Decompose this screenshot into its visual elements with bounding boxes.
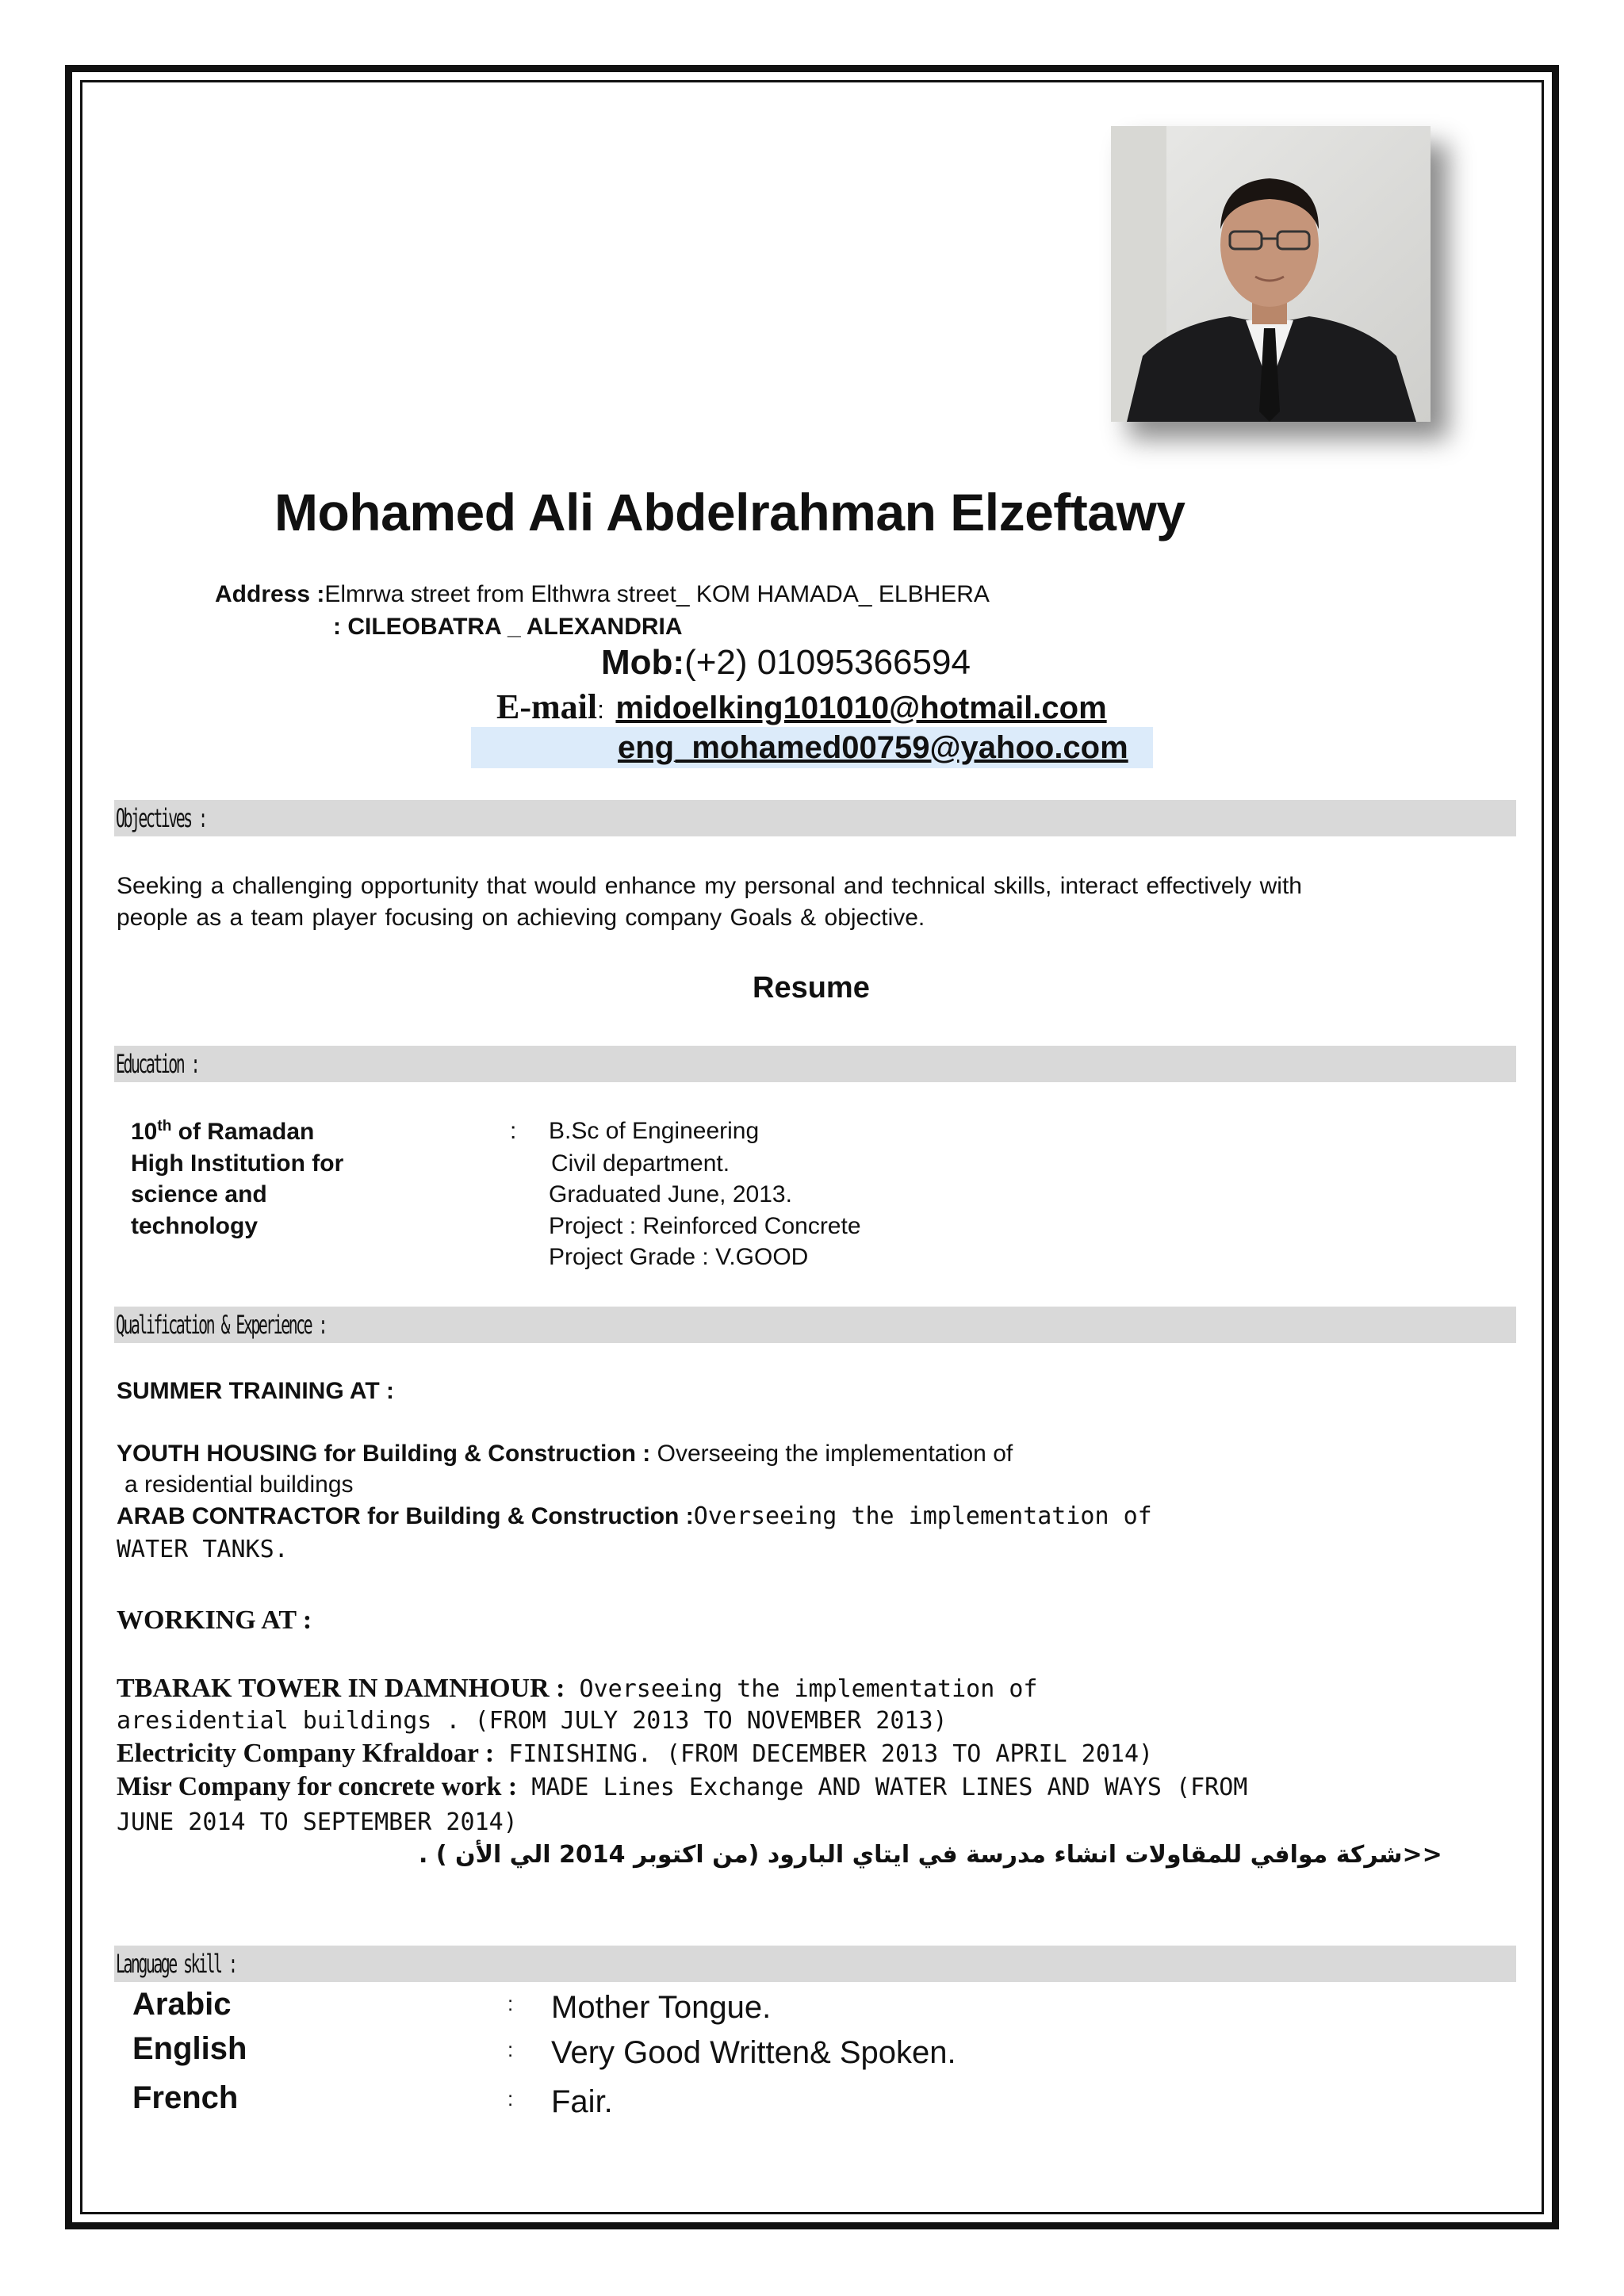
objectives-text-line-1: Seeking a challenging opportunity that would enhance my personal and technical skills, interact effectively with <box>117 873 1302 899</box>
education-heading-bar <box>114 1046 1516 1082</box>
arab-contractor-line <box>117 1502 1152 1530</box>
profile-photo <box>1111 126 1431 422</box>
graduation-date: Graduated June, 2013. <box>549 1181 792 1207</box>
objectives-heading-bar <box>114 800 1516 836</box>
language-heading: Language skill : <box>116 1949 236 1979</box>
objectives-heading: Objectives : <box>116 803 206 833</box>
working-at-heading: WORKING AT : <box>117 1605 312 1635</box>
institution-line-4: technology <box>131 1213 259 1239</box>
language-name-english: English <box>132 2031 247 2066</box>
language-colon-french: : <box>508 2087 514 2110</box>
department: Civil department. <box>551 1150 730 1177</box>
electricity-company: Electricity Company Kfraldoar : <box>117 1739 495 1768</box>
language-heading-bar <box>114 1946 1516 1982</box>
resume-title: Resume <box>753 971 870 1004</box>
education-heading: Education : <box>116 1049 199 1079</box>
institution-line-3: science and <box>131 1181 267 1207</box>
profile-photo-image <box>1111 126 1431 422</box>
email-link-hotmail[interactable]: midoelking101010@hotmail.com <box>615 691 1107 725</box>
electricity-desc: FINISHING. (FROM DECEMBER 2013 TO APRIL 2014) <box>494 1740 1154 1768</box>
misr-company: Misr Company for concrete work : <box>117 1772 518 1801</box>
mobile-label: Mob: <box>601 643 685 682</box>
language-colon-arabic: : <box>508 1992 514 2015</box>
language-name-french: French <box>132 2080 239 2115</box>
candidate-name: Mohamed Ali Abdelrahman Elzeftawy <box>274 483 1185 541</box>
email-line <box>496 687 1107 727</box>
misr-desc-2: JUNE 2014 TO SEPTEMBER 2014) <box>117 1808 518 1836</box>
qualification-heading: Qualification & Experience : <box>116 1310 327 1340</box>
mobile-line <box>601 643 971 683</box>
education-colon: : <box>510 1118 517 1144</box>
tbarak-line <box>117 1674 1037 1704</box>
tbarak-desc: Overseeing the implementation of <box>565 1675 1038 1703</box>
email-label: E-mail <box>496 687 598 726</box>
youth-housing-line <box>117 1441 1013 1468</box>
address-line-2: : CILEOBATRA _ ALEXANDRIA <box>333 614 683 640</box>
youth-housing-company: YOUTH HOUSING for Building & Construction : <box>117 1441 651 1467</box>
electricity-line <box>117 1739 1153 1769</box>
language-name-arabic: Arabic <box>132 1987 232 2022</box>
youth-housing-desc-2: a residential buildings <box>124 1471 354 1498</box>
address-line-1 <box>215 581 990 608</box>
institution-line-1 <box>131 1118 314 1146</box>
institution-name-part: of Ramadan <box>171 1119 315 1145</box>
address-label: Address : <box>215 581 325 607</box>
arabic-experience-line: <<شركة موافي للمقاولات انشاء مدرسة في ايتاي البارود (من اكتوبر 2014 الي الأن ) . <box>419 1841 1442 1869</box>
misr-desc: MADE Lines Exchange AND WATER LINES AND WAYS (FROM <box>517 1774 1248 1801</box>
misr-line <box>117 1772 1247 1802</box>
mobile-value: (+2) 01095366594 <box>684 643 971 682</box>
language-level-arabic: Mother Tongue. <box>551 1990 772 2025</box>
project: Project : Reinforced Concrete <box>549 1213 861 1239</box>
address-value: Elmrwa street from Elthwra street_ KOM HAMADA_ ELBHERA <box>324 581 990 607</box>
degree: B.Sc of Engineering <box>549 1118 760 1144</box>
qualification-heading-bar <box>114 1307 1516 1343</box>
youth-housing-desc: Overseeing the implementation of <box>650 1441 1013 1467</box>
language-level-french: Fair. <box>551 2084 613 2119</box>
language-level-english: Very Good Written& Spoken. <box>551 2035 956 2070</box>
arab-contractor-desc: Overseeing the implementation of <box>693 1502 1152 1530</box>
summer-training-heading: SUMMER TRAINING AT : <box>117 1378 394 1404</box>
arab-contractor-company: ARAB CONTRACTOR for Building & Construction : <box>117 1503 694 1529</box>
tbarak-desc-2: aresidential buildings . (FROM JULY 2013 TO NOVEMBER 2013) <box>117 1707 948 1735</box>
project-grade: Project Grade : V.GOOD <box>549 1244 809 1270</box>
objectives-text-line-2: people as a team player focusing on achieving company Goals & objective. <box>117 905 925 931</box>
email-link-yahoo[interactable]: eng_mohamed00759@yahoo.com <box>618 730 1128 765</box>
institution-line-2: High Institution for <box>131 1150 344 1177</box>
language-colon-english: : <box>508 2038 514 2061</box>
tbarak-company: TBARAK TOWER IN DAMNHOUR : <box>117 1674 565 1703</box>
institution-ordinal: th <box>157 1118 172 1135</box>
email-colon: : <box>597 695 604 724</box>
arab-contractor-desc-2: WATER TANKS. <box>117 1536 289 1563</box>
institution-number: 10 <box>131 1119 158 1145</box>
